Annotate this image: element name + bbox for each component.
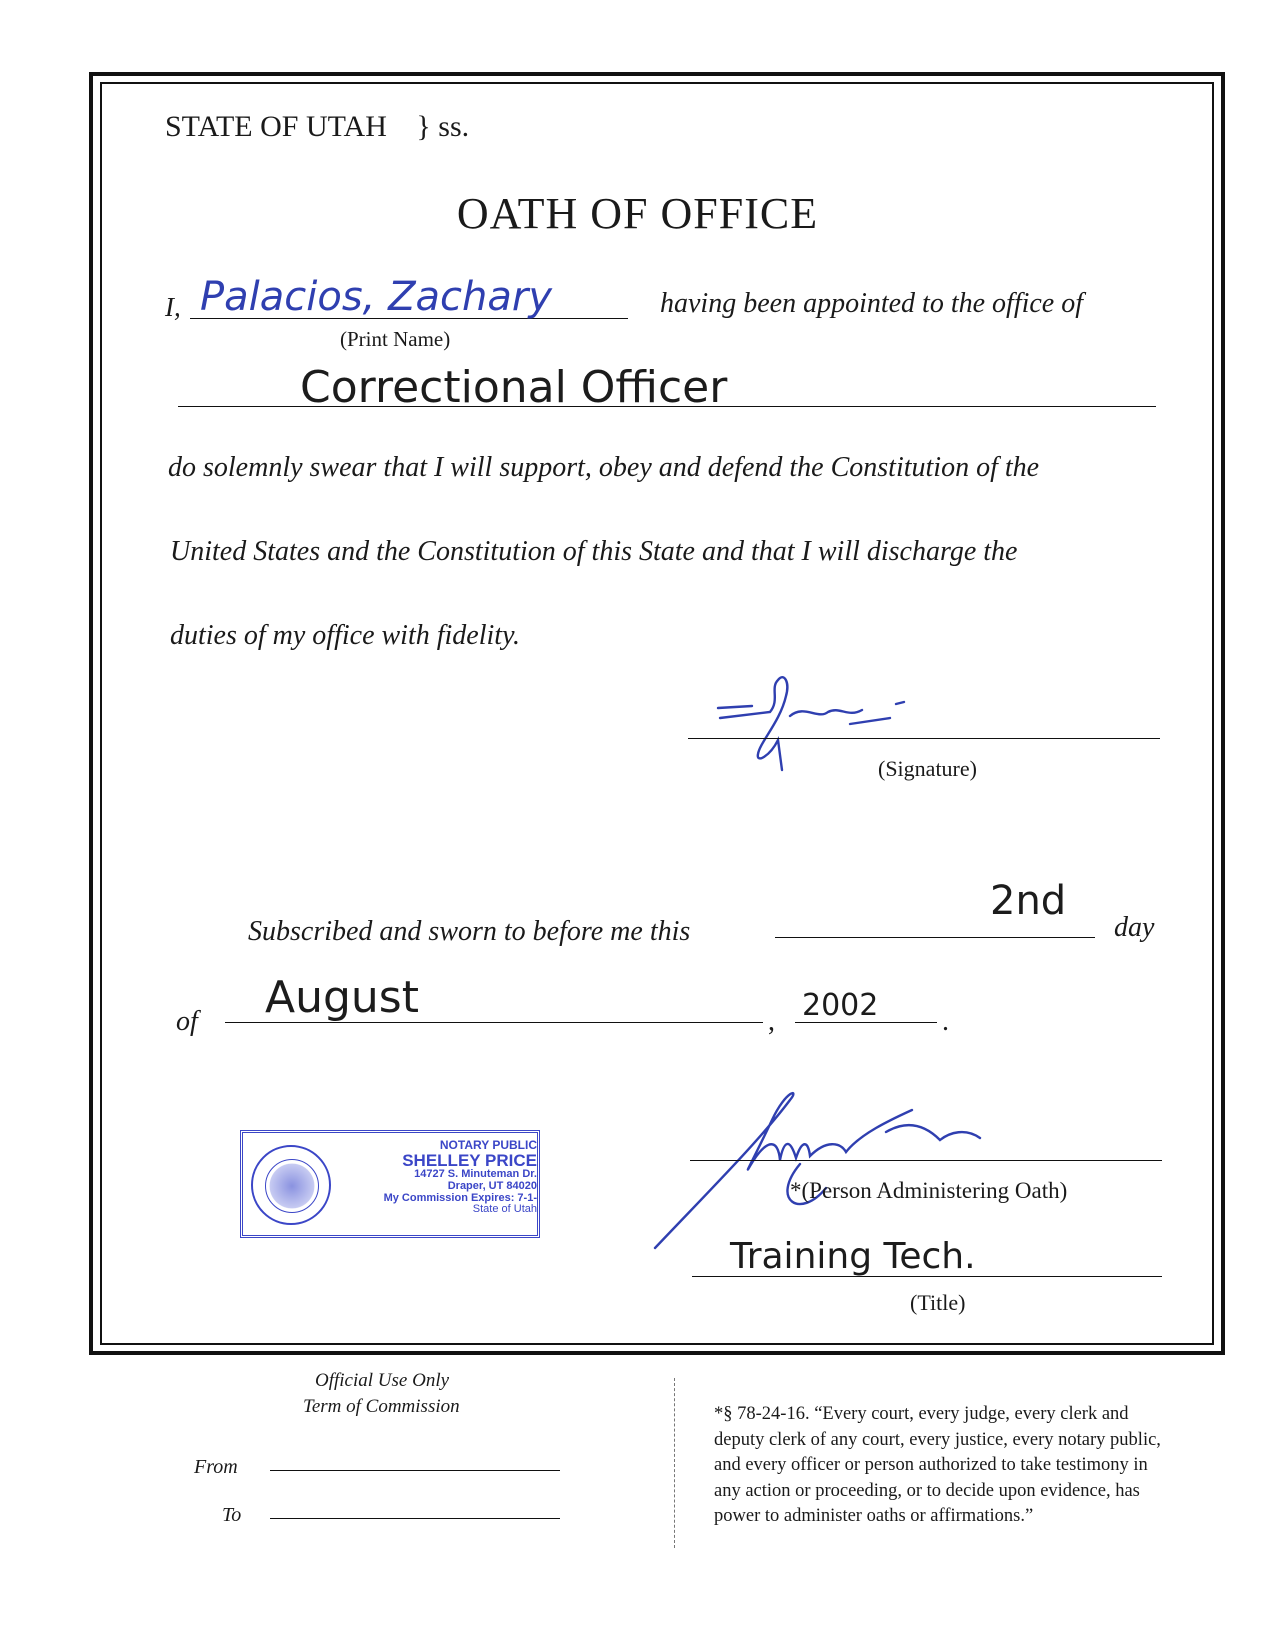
signature-caption: (Signature) <box>878 756 977 781</box>
administering-signature-scribble <box>650 1080 1050 1260</box>
stamp-line-1: NOTARY PUBLIC <box>439 1138 537 1152</box>
title-caption: (Title) <box>910 1290 966 1315</box>
from-line[interactable] <box>270 1470 560 1471</box>
print-name-caption: (Print Name) <box>340 327 451 351</box>
signature-line <box>688 738 1160 739</box>
subscribed-text: Subscribed and sworn to before me this <box>248 916 691 947</box>
print-name-value[interactable]: Palacios, Zachary <box>200 274 552 320</box>
statute-footnote <box>714 1402 1161 1530</box>
oath-text-line-2: United States and the Constitution of this State and that I will discharge the <box>170 536 1018 567</box>
state-seal-icon <box>251 1145 331 1225</box>
footnote-line-5: power to administer oaths or affirmations.” <box>714 1506 1034 1526</box>
day-line <box>775 937 1095 938</box>
administering-caption: *(Person Administering Oath) <box>790 1178 1068 1203</box>
year-period: . <box>942 1006 949 1037</box>
footnote-line-2: deputy clerk of any court, every justice, every notary public, <box>714 1429 1161 1450</box>
month-comma: , <box>768 1006 775 1037</box>
state-name: STATE OF UTAH <box>165 110 387 143</box>
office-value[interactable]: Correctional Officer <box>300 362 728 413</box>
administering-line <box>690 1160 1162 1161</box>
page-title: OATH OF OFFICE <box>456 189 819 238</box>
of-word: of <box>176 1006 198 1037</box>
to-line[interactable] <box>270 1518 560 1519</box>
day-word: day <box>1114 912 1155 943</box>
appointed-text: having been appointed to the office of <box>660 288 1084 319</box>
year-value[interactable]: 2002 <box>802 988 879 1023</box>
from-label: From <box>194 1456 238 1478</box>
stamp-line-5: My Commission Expires: 7-1- <box>383 1191 537 1204</box>
footer-divider <box>674 1378 675 1548</box>
stamp-line-4: Draper, UT 84020 <box>447 1179 537 1192</box>
ss-marker: } ss. <box>416 110 470 143</box>
oath-text-line-3: duties of my office with fidelity. <box>170 620 520 651</box>
stamp-line-2: SHELLEY PRICE <box>402 1150 537 1170</box>
oath-text-line-1: do solemnly swear that I will support, obey and defend the Constitution of the <box>168 452 1040 483</box>
official-use-heading: Official Use Only <box>315 1370 450 1391</box>
day-value[interactable]: 2nd <box>990 878 1067 924</box>
footnote-line-1: *§ 78-24-16. “Every court, every judge, every clerk and <box>714 1404 1129 1424</box>
term-heading: Term of Commission <box>303 1396 460 1417</box>
to-label: To <box>222 1504 242 1526</box>
stamp-line-6: State of Utah <box>472 1203 537 1216</box>
footnote-line-4: any action or proceeding, or to decide upon evidence, has <box>714 1480 1140 1501</box>
title-value[interactable]: Training Tech. <box>730 1236 976 1277</box>
state-heading <box>165 110 469 144</box>
notary-stamp <box>240 1130 540 1238</box>
stamp-line-3: 14727 S. Minuteman Dr. <box>414 1168 537 1181</box>
month-value[interactable]: August <box>265 972 419 1023</box>
footnote-line-3: and every officer or person authorized to take testimony in <box>714 1455 1148 1475</box>
i-prefix: I, <box>165 292 181 322</box>
